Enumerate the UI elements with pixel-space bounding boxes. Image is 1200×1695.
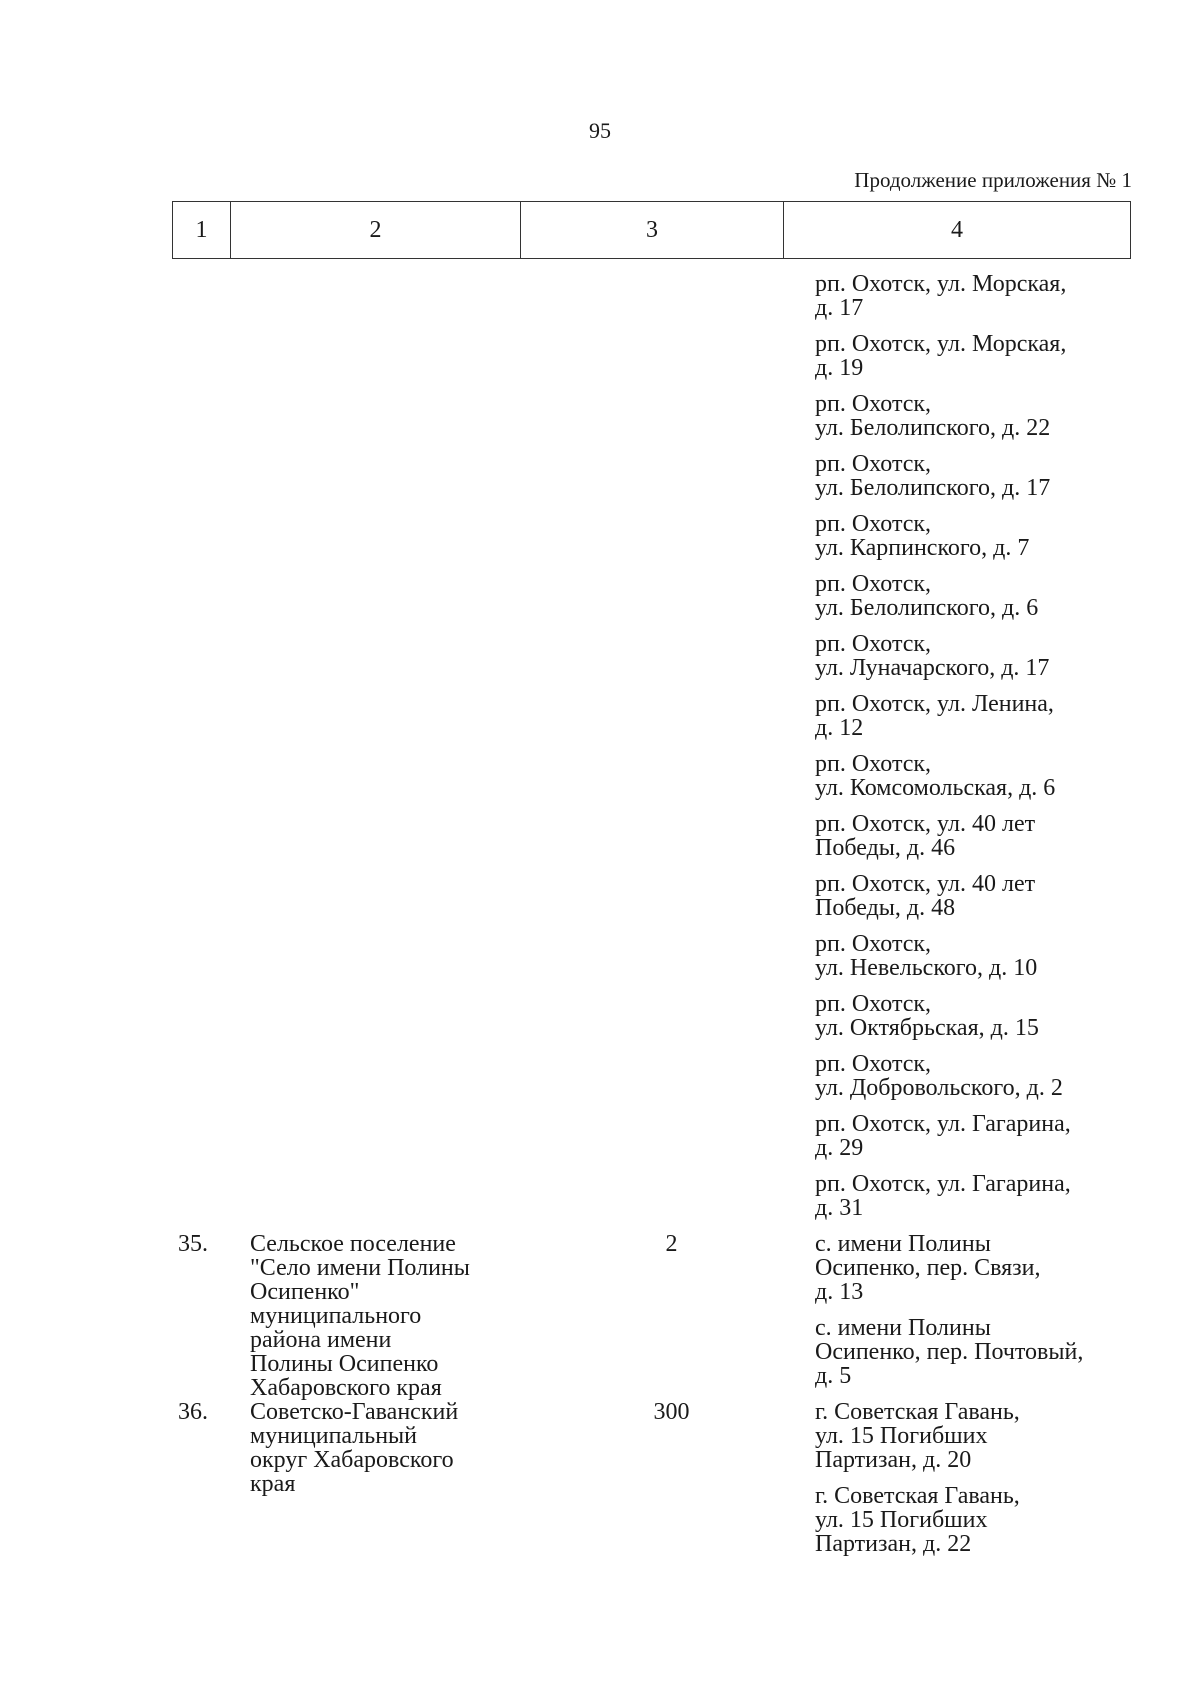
address-item (815, 332, 1162, 380)
address-line: рп. Охотск, (815, 931, 932, 957)
address-line: г. Советская Гавань, (815, 1399, 1020, 1425)
table-body (172, 272, 1130, 1568)
row-number: 36. (178, 1399, 208, 1425)
address-line: ул. Комсомольская, д. 6 (815, 775, 1056, 801)
address-item (815, 752, 1162, 800)
address-line: ул. Добровольского, д. 2 (815, 1075, 1063, 1101)
address-line: Победы, д. 48 (815, 895, 956, 921)
address-line: д. 12 (815, 715, 864, 741)
address-line: ул. Луначарского, д. 17 (815, 655, 1050, 681)
address-line: ул. 15 Погибших (815, 1423, 988, 1449)
address-line: ул. Карпинского, д. 7 (815, 535, 1030, 561)
address-line: рп. Охотск, ул. 40 лет (815, 811, 1036, 837)
address-list (803, 1400, 1162, 1568)
address-line: д. 31 (815, 1195, 864, 1221)
address-line: рп. Охотск, (815, 511, 932, 537)
address-line: рп. Охотск, (815, 751, 932, 777)
address-item (815, 1400, 1162, 1472)
address-item (815, 392, 1162, 440)
municipality-name-line: муниципального (250, 1303, 422, 1329)
address-line: рп. Охотск, ул. Гагарина, (815, 1171, 1071, 1197)
address-line: рп. Охотск, ул. Гагарина, (815, 1111, 1071, 1137)
address-line: рп. Охотск, ул. 40 лет (815, 871, 1036, 897)
municipality-name-line: Хабаровского края (250, 1375, 442, 1401)
address-line: д. 19 (815, 355, 864, 381)
address-item (815, 992, 1162, 1040)
address-line: д. 5 (815, 1363, 852, 1389)
municipality-name-line: "Село имени Полины (250, 1255, 470, 1281)
header-col-1: 1 (173, 202, 231, 259)
address-list (803, 1232, 1162, 1400)
page-number: 95 (589, 118, 611, 143)
address-line: рп. Охотск, (815, 991, 932, 1017)
header-col-2: 2 (231, 202, 521, 259)
address-item (815, 1052, 1162, 1100)
address-item (815, 1172, 1162, 1220)
municipality-name-line: района имени (250, 1327, 392, 1353)
address-line: д. 29 (815, 1135, 864, 1161)
address-line: с. имени Полины (815, 1231, 991, 1257)
address-line: д. 17 (815, 295, 864, 321)
address-item (815, 1316, 1162, 1388)
address-line: ул. Белолипского, д. 6 (815, 595, 1039, 621)
address-item (815, 572, 1162, 620)
municipality-name-line: Сельское поселение (250, 1231, 456, 1257)
address-line: рп. Охотск, (815, 571, 932, 597)
address-item (815, 1484, 1162, 1556)
municipality-name-line: округ Хабаровского (250, 1447, 454, 1473)
table-row (172, 1400, 1130, 1568)
municipality-name-line: Полины Осипенко (250, 1351, 439, 1377)
address-item (815, 272, 1162, 320)
municipality-name-line: Советско-Гаванский (250, 1399, 459, 1425)
address-line: рп. Охотск, ул. Ленина, (815, 691, 1054, 717)
municipality-name-line: муниципальный (250, 1423, 418, 1449)
address-item (815, 692, 1162, 740)
address-item (815, 452, 1162, 500)
address-line: с. имени Полины (815, 1315, 991, 1341)
address-line: Партизан, д. 22 (815, 1531, 972, 1557)
address-line: рп. Охотск, ул. Морская, (815, 331, 1067, 357)
address-line: рп. Охотск, ул. Морская, (815, 271, 1067, 297)
address-item (815, 632, 1162, 680)
municipality-name (236, 1232, 540, 1400)
address-line: рп. Охотск, (815, 631, 932, 657)
address-item (815, 1232, 1162, 1304)
municipality-name-line: края (250, 1471, 296, 1497)
address-line: Осипенко, пер. Связи, (815, 1255, 1041, 1281)
address-item (815, 512, 1162, 560)
address-line: ул. Белолипского, д. 17 (815, 475, 1051, 501)
table-row (172, 272, 1130, 1232)
address-line: Победы, д. 46 (815, 835, 956, 861)
address-line: рп. Охотск, (815, 391, 932, 417)
address-item (815, 1112, 1162, 1160)
address-line: рп. Охотск, (815, 451, 932, 477)
municipality-name (236, 272, 540, 1232)
table-header (172, 201, 1131, 259)
address-line: Партизан, д. 20 (815, 1447, 972, 1473)
municipality-name (236, 1400, 540, 1568)
quantity-value: 2 (665, 1231, 678, 1257)
address-list (803, 272, 1162, 1232)
address-line: д. 13 (815, 1279, 864, 1305)
address-line: Осипенко, пер. Почтовый, (815, 1339, 1084, 1365)
header-col-4: 4 (784, 202, 1131, 259)
address-line: ул. Белолипского, д. 22 (815, 415, 1051, 441)
quantity-value (540, 272, 803, 1232)
address-line: г. Советская Гавань, (815, 1483, 1020, 1509)
table-row (172, 1232, 1130, 1400)
address-item (815, 812, 1162, 860)
address-line: ул. 15 Погибших (815, 1507, 988, 1533)
row-number (172, 272, 236, 1232)
header-col-3: 3 (521, 202, 784, 259)
continuation-label: Продолжение приложения № 1 (854, 168, 1132, 192)
municipality-name-line: Осипенко" (250, 1279, 360, 1305)
address-item (815, 932, 1162, 980)
address-line: ул. Октябрьская, д. 15 (815, 1015, 1039, 1041)
address-item (815, 872, 1162, 920)
address-line: ул. Невельского, д. 10 (815, 955, 1038, 981)
address-line: рп. Охотск, (815, 1051, 932, 1077)
quantity-value: 300 (653, 1399, 690, 1425)
row-number: 35. (178, 1231, 208, 1257)
